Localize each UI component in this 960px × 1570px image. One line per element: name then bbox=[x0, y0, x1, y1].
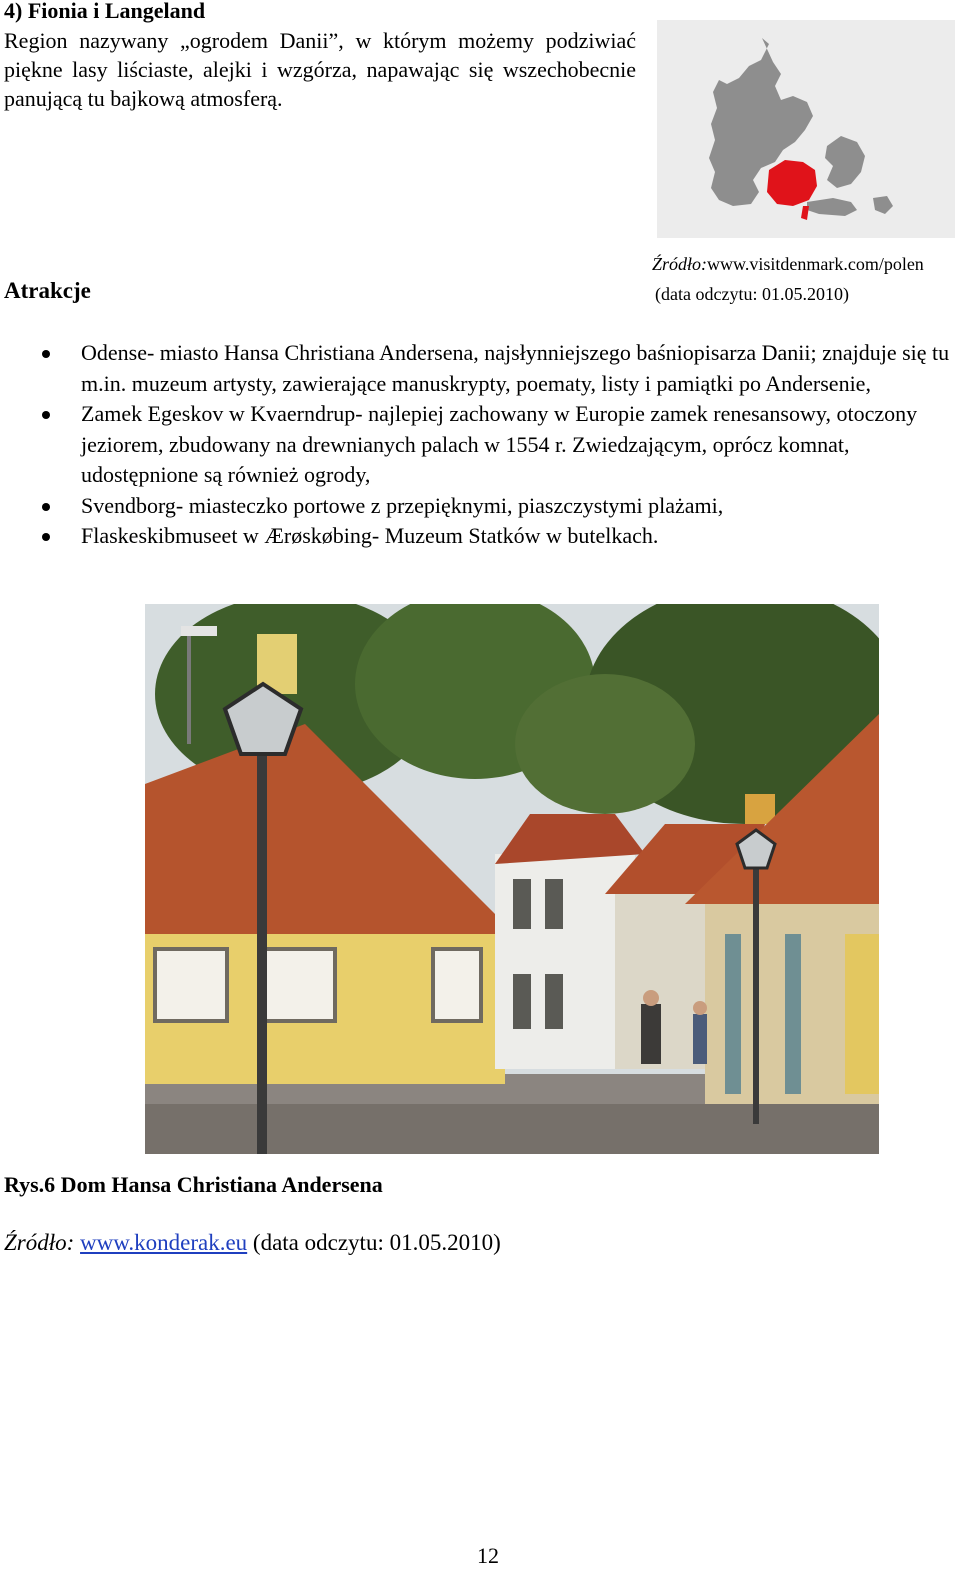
list-item-text: Flaskeskibmuseet w Ærøskøbing- Muzeum Statków w butelkach. bbox=[81, 523, 659, 548]
photo-source bbox=[4, 1230, 501, 1256]
source-link[interactable]: www.konderak.eu bbox=[80, 1230, 248, 1255]
photo-source-date: (data odczytu: 01.05.2010) bbox=[252, 1230, 501, 1255]
map-date-note: (data odczytu: 01.05.2010) bbox=[655, 284, 849, 304]
map-source bbox=[652, 254, 924, 275]
bullet-icon bbox=[42, 503, 50, 511]
list-item bbox=[0, 338, 960, 399]
section-title: 4) Fionia i Langeland bbox=[4, 0, 206, 23]
andersen-house-photo bbox=[145, 604, 879, 1154]
intro-paragraph: Region nazywany „ogrodem Danii”, w którym możemy podziwiać piękne lasy liściaste, alejki i wzgórza, napawając się wszechobecnie panującą tu bajkową atmosferą. bbox=[4, 28, 636, 111]
denmark-map bbox=[657, 20, 955, 238]
map-lolland bbox=[807, 198, 857, 216]
figure-caption: Rys.6 Dom Hansa Christiana Andersena bbox=[4, 1172, 383, 1197]
map-langeland-highlight bbox=[801, 206, 809, 220]
attractions-heading: Atrakcje bbox=[4, 278, 91, 303]
list-item bbox=[0, 521, 960, 552]
bullet-icon bbox=[42, 533, 50, 541]
list-item bbox=[0, 491, 960, 522]
list-item bbox=[0, 399, 960, 491]
list-item-text: Svendborg- miasteczko portowe z przepięknymi, piaszczystymi plażami, bbox=[81, 492, 724, 518]
map-source-url: www.visitdenmark.com/polen bbox=[707, 254, 924, 274]
page-number: 12 bbox=[477, 1543, 499, 1568]
photo-source-label: Źródło: bbox=[4, 1230, 75, 1255]
map-zealand bbox=[825, 136, 865, 188]
map-bornholm bbox=[873, 196, 893, 214]
map-funen-highlight bbox=[767, 160, 817, 206]
map-source-label: Źródło: bbox=[652, 254, 708, 274]
bullet-icon bbox=[42, 350, 50, 358]
list-item-text: Odense- miasto Hansa Christiana Andersena, najsłynniejszego baśniopisarza Danii; znajduje się tu m.in. muzeum artysty, zawierające manuskrypty, poematy, listy i pamiątki po Andersenie, bbox=[81, 340, 950, 396]
attractions-list bbox=[0, 338, 960, 552]
bullet-icon bbox=[42, 411, 50, 419]
list-item-text: Zamek Egeskov w Kvaerndrup- najlepiej zachowany w Europie zamek renesansowy, otoczony jeziorem, zbudowany na drewnianych palach w 1554 r. Zwiedzającym, oprócz komnat, udostępnione są również ogrody, bbox=[81, 401, 918, 487]
